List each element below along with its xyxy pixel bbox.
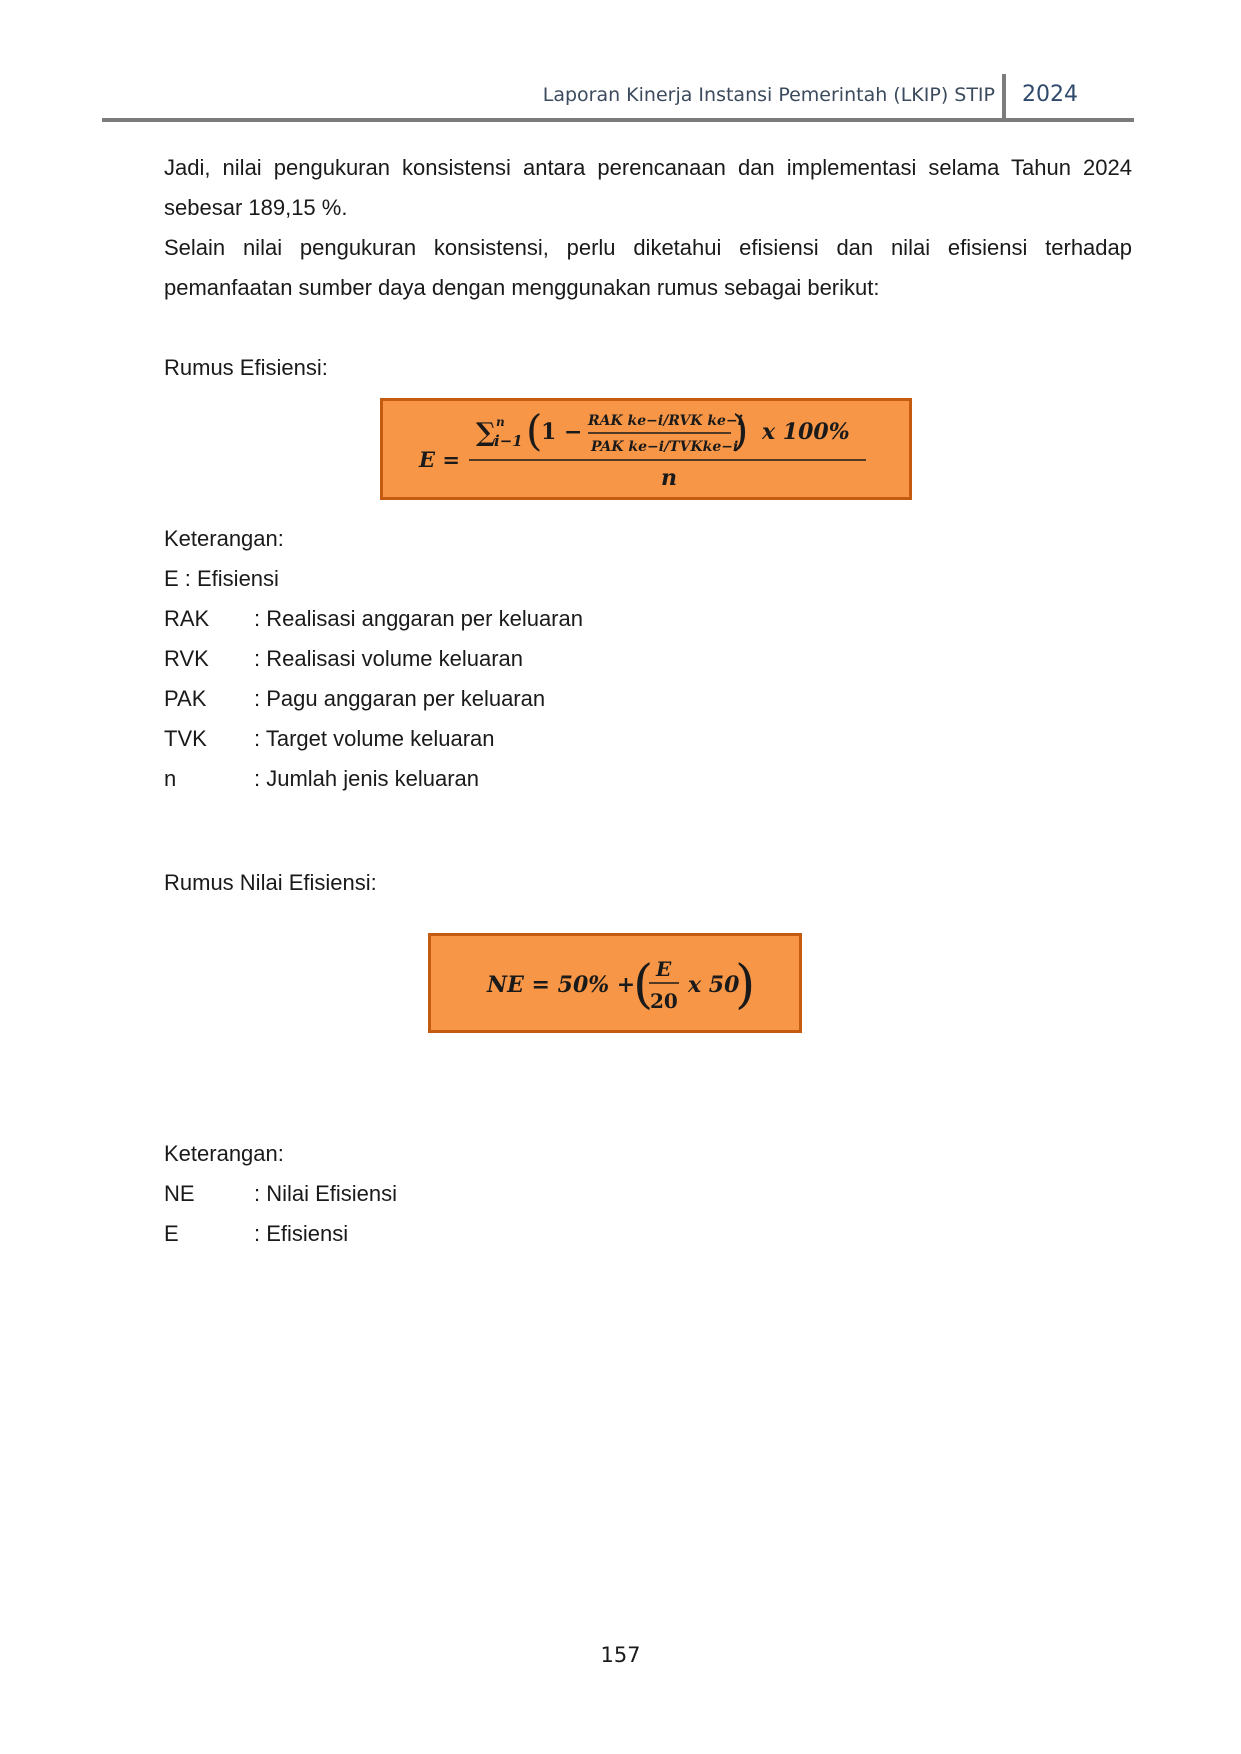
legend-desc: : Nilai Efisiensi xyxy=(254,1181,398,1206)
legend-term: PAK xyxy=(164,686,207,711)
formula-efisiensi-box xyxy=(380,398,912,500)
sigma-lower: i−1 xyxy=(494,432,523,450)
inner-fraction-numerator: RAK ke−i/RVK ke−i xyxy=(588,413,744,429)
paren-close: ) xyxy=(732,406,749,455)
header-separator xyxy=(1002,74,1006,118)
legend-desc: : Efisiensi xyxy=(254,1221,349,1246)
formula-nilai-efisiensi-box xyxy=(428,933,802,1033)
formula-times: x 50 xyxy=(688,972,740,998)
legend-term: NE xyxy=(164,1181,195,1206)
legend-term: E xyxy=(164,1221,179,1246)
legend-term: RAK xyxy=(164,606,210,631)
paragraph-line: Selain nilai pengukuran konsistensi, perlu diketahui efisiensi dan nilai efisiensi terhadap xyxy=(164,235,1132,260)
formula-efisiensi xyxy=(383,401,909,497)
formula-efisiensi-heading: Rumus Efisiensi: xyxy=(164,355,328,380)
page-number: 157 xyxy=(600,1643,641,1667)
legend-desc: : Pagu anggaran per keluaran xyxy=(254,686,546,711)
paren-open: ( xyxy=(633,955,654,1015)
formula-nilai-efisiensi xyxy=(431,936,799,1030)
sigma-upper: n xyxy=(496,415,505,429)
legend-desc: : Realisasi volume keluaran xyxy=(254,646,524,671)
legend-term: n xyxy=(164,766,177,791)
paren-close: ) xyxy=(735,955,756,1015)
main-fraction-denominator: n xyxy=(661,465,677,491)
formula-lhs: NE = 50% + xyxy=(487,972,636,998)
fraction-denominator: 20 xyxy=(650,989,678,1013)
header-title: Laporan Kinerja Instansi Pemerintah (LKIP) STIP xyxy=(542,84,995,106)
formula-nilai-efisiensi-heading: Rumus Nilai Efisiensi: xyxy=(164,870,377,895)
inner-fraction-denominator: PAK ke−i/TVKke−i xyxy=(591,439,739,455)
legend-term: RVK xyxy=(164,646,209,671)
legend-term: TVK xyxy=(164,726,207,751)
formula-times: x 100% xyxy=(762,419,850,445)
paragraph-line: sebesar 189,15 %. xyxy=(164,195,348,220)
legend-desc: : Jumlah jenis keluaran xyxy=(254,766,480,791)
formula-one-minus: 1 − xyxy=(541,419,583,445)
legend-heading: Keterangan: xyxy=(164,1141,284,1166)
formula-lhs: E = xyxy=(419,447,460,472)
sigma-symbol: ∑ xyxy=(476,418,496,448)
paragraph-line: Jadi, nilai pengukuran konsistensi antara perencanaan dan implementasi selama Tahun 2024 xyxy=(164,155,1132,180)
paragraph-line: pemanfaatan sumber daya dengan menggunakan rumus sebagai berikut: xyxy=(164,275,880,300)
legend-item-e: E : Efisiensi xyxy=(164,566,279,591)
paren-open: ( xyxy=(526,406,543,455)
header-year: 2024 xyxy=(1022,82,1078,107)
legend-heading: Keterangan: xyxy=(164,526,284,551)
fraction-numerator: E xyxy=(656,957,672,981)
legend-desc: : Realisasi anggaran per keluaran xyxy=(254,606,583,631)
header-rule xyxy=(102,118,1134,122)
legend-desc: : Target volume keluaran xyxy=(254,726,495,751)
